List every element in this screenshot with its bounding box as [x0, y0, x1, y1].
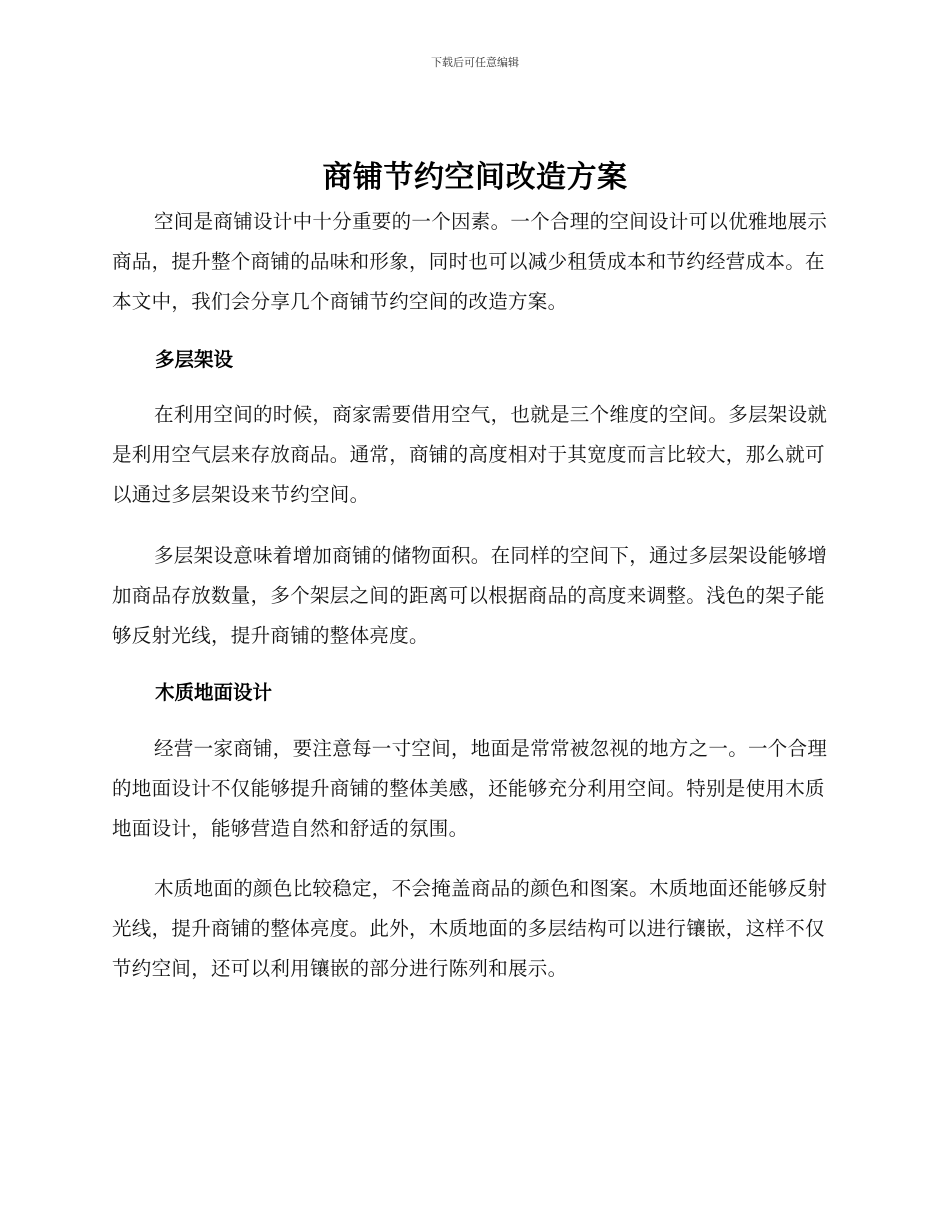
- document-title: 商铺节约空间改造方案: [322, 160, 628, 195]
- section-heading-multilevel-shelving: 多层架设: [155, 348, 234, 371]
- section-2-paragraph-2: 木质地面的颜色比较稳定，不会掩盖商品的颜色和图案。木质地面还能够反射光线，提升商铺的整体亮度。此外，木质地面的多层结构可以进行镶嵌，这样不仅节约空间，还可以利用镶嵌的部分进行陈列和展示。: [112, 877, 828, 980]
- header-note: 下载后可任意编辑: [431, 56, 519, 69]
- section-2-paragraph-1: 经营一家商铺，要注意每一寸空间，地面是常常被忽视的地方之一。一个合理的地面设计不仅能够提升商铺的整体美感，还能够充分利用空间。特别是使用木质地面设计，能够营造自然和舒适的氛围。: [112, 737, 828, 840]
- section-1-paragraph-1: 在利用空间的时候，商家需要借用空气，也就是三个维度的空间。多层架设就是利用空气层来存放商品。通常，商铺的高度相对于其宽度而言比较大，那么就可以通过多层架设来节约空间。: [112, 403, 828, 506]
- section-1-paragraph-2: 多层架设意味着增加商铺的储物面积。在同样的空间下，通过多层架设能够增加商品存放数量，多个架层之间的距离可以根据商品的高度来调整。浅色的架子能够反射光线，提升商铺的整体亮度。: [112, 544, 828, 647]
- intro-paragraph: 空间是商铺设计中十分重要的一个因素。一个合理的空间设计可以优雅地展示商品，提升整个商铺的品味和形象，同时也可以减少租赁成本和节约经营成本。在本文中，我们会分享几个商铺节约空间的改造方案。: [112, 210, 828, 313]
- section-heading-wood-floor-design: 木质地面设计: [155, 681, 273, 704]
